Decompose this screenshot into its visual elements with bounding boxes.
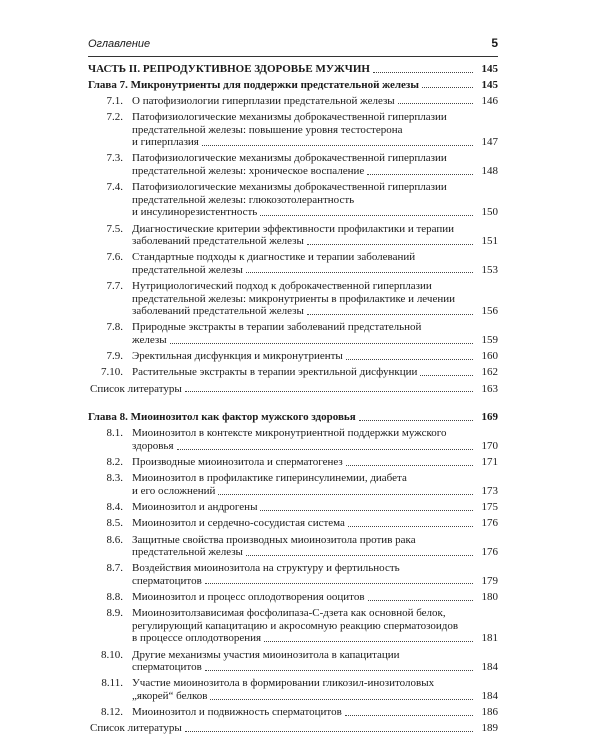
entry-number: 8.1. <box>106 427 123 440</box>
toc-entry[interactable] <box>88 152 498 177</box>
entry-last-line <box>132 690 498 703</box>
entry-page: 160 <box>481 350 498 363</box>
leader-dots <box>170 343 473 344</box>
entry-page: 186 <box>481 706 498 719</box>
entry-number: 7.2. <box>106 110 123 123</box>
part-label: ЧАСТЬ II. РЕПРОДУКТИВНОЕ ЗДОРОВЬЕ МУЖЧИН <box>88 63 370 75</box>
entry-page: 153 <box>481 263 498 276</box>
entry-line: предстательной железы: глюкозотолерантность <box>132 193 355 206</box>
entry-last-line <box>132 235 498 248</box>
entry-line: и инсулинорезистентность <box>132 206 258 219</box>
entry-line: Миоинозитол в профилактике гиперинсулинемии, диабета <box>132 472 407 485</box>
chapter-7-label: Глава 7. Микронутриенты для поддержки предстательной железы <box>88 78 419 91</box>
entry-body <box>132 456 498 469</box>
leader-dots <box>367 174 473 175</box>
chapter-8-entries <box>88 427 498 718</box>
toc-entry[interactable] <box>88 501 498 514</box>
entry-last-line <box>132 206 498 219</box>
entry-body <box>132 366 498 379</box>
entry-number: 8.6. <box>106 533 123 546</box>
entry-last-line <box>132 575 498 588</box>
leader-dots <box>205 583 473 584</box>
entry-page: 151 <box>481 235 498 248</box>
entry-body <box>132 591 498 604</box>
entry-body <box>132 501 498 514</box>
entry-line: Другие механизмы участия миоинозитола в капацитации <box>132 648 400 661</box>
entry-line: предстательной железы: повышение уровня тестостерона <box>132 123 403 136</box>
entry-last-line <box>132 706 498 719</box>
entry-page: 146 <box>481 94 498 107</box>
toc-entry[interactable] <box>88 456 498 469</box>
leader-dots <box>307 314 473 315</box>
toc-entry[interactable] <box>88 517 498 530</box>
leader-dots <box>260 215 473 216</box>
toc-entry[interactable] <box>88 321 498 346</box>
table-of-contents <box>88 63 498 735</box>
part-page: 145 <box>481 63 498 75</box>
entry-number: 7.4. <box>106 181 123 194</box>
entry-page: 156 <box>481 305 498 318</box>
leader-dots <box>177 449 473 450</box>
leader-dots <box>205 670 473 671</box>
leader-dots <box>420 375 473 376</box>
entry-line: Миоинозитолзависимая фосфолипаза-С-дзета как основной белок, <box>132 607 446 620</box>
entry-page: 159 <box>481 334 498 347</box>
entry-line: Миоинозитол и андрогены <box>132 501 258 514</box>
entry-body <box>132 321 498 346</box>
leader-dots <box>210 699 473 700</box>
entry-line: железы <box>132 334 167 347</box>
toc-entry[interactable] <box>88 95 498 108</box>
references-label: Список литературы <box>90 382 182 395</box>
toc-entry[interactable] <box>88 472 498 497</box>
entry-last-line <box>132 350 498 363</box>
leader-dots <box>373 72 473 73</box>
references-page: 163 <box>481 382 498 395</box>
entry-body <box>132 223 498 248</box>
toc-entry[interactable] <box>88 111 498 149</box>
entry-line: предстательной железы <box>132 263 243 276</box>
header-rule <box>88 56 498 57</box>
entry-page: 173 <box>481 484 498 497</box>
entry-last-line <box>132 334 498 347</box>
leader-dots <box>307 244 473 245</box>
entry-line: Растительные экстракты в терапии эректильной дисфункции <box>132 366 418 379</box>
leader-dots <box>422 87 473 88</box>
toc-entry[interactable] <box>88 366 498 379</box>
entry-number: 8.2. <box>106 456 123 469</box>
leader-dots <box>264 641 473 642</box>
leader-dots <box>218 494 473 495</box>
references-page: 189 <box>481 722 498 735</box>
entry-number: 7.3. <box>106 152 123 165</box>
running-head <box>88 36 498 50</box>
entry-line: регулирующий капацитацию и акросомную реакцию сперматозоидов <box>132 619 459 632</box>
toc-entry[interactable] <box>88 223 498 248</box>
leader-dots <box>202 145 473 146</box>
entry-line: сперматоцитов <box>132 661 202 674</box>
entry-line: предстательной железы: хроническое воспаление <box>132 164 365 177</box>
leader-dots <box>246 555 473 556</box>
chapter-8-label: Глава 8. Миоинозитол как фактор мужского здоровья <box>88 411 356 424</box>
entry-line: заболеваний предстательной железы <box>132 305 304 318</box>
entry-line: Патофизиологические механизмы доброкачественной гиперплазии <box>132 110 447 123</box>
entry-line: О патофизиологии гиперплазии предстательной железы <box>132 94 395 107</box>
entry-page: 179 <box>481 574 498 587</box>
entry-body <box>132 706 498 719</box>
toc-entry[interactable] <box>88 677 498 702</box>
entry-page: 181 <box>481 632 498 645</box>
entry-line: здоровья <box>132 439 174 452</box>
entry-number: 8.5. <box>106 517 123 530</box>
entry-line: Эректильная дисфункция и микронутриенты <box>132 350 343 363</box>
entry-page: 147 <box>481 136 498 149</box>
entry-body <box>132 111 498 149</box>
toc-entry[interactable] <box>88 562 498 587</box>
entry-line: Миоинозитол и подвижность сперматоцитов <box>132 706 342 719</box>
entry-body <box>132 534 498 559</box>
entry-last-line <box>132 366 498 379</box>
entry-line: Диагностические критерии эффективности профилактики и терапии <box>132 222 455 235</box>
toc-entry[interactable] <box>88 591 498 604</box>
toc-entry[interactable] <box>88 280 498 318</box>
entry-line: „якорей“ белков <box>132 690 208 702</box>
chapter-8-page: 169 <box>481 411 498 424</box>
entry-page: 148 <box>481 164 498 177</box>
entry-line: Миоинозитол и сердечно-сосудистая система <box>132 517 345 530</box>
entry-body <box>132 649 498 674</box>
entry-last-line <box>132 591 498 604</box>
toc-page <box>88 36 498 735</box>
leader-dots <box>260 510 473 511</box>
entry-body <box>132 95 498 108</box>
entry-page: 176 <box>481 517 498 530</box>
entry-body <box>132 280 498 318</box>
entry-body <box>132 152 498 177</box>
leader-dots <box>345 715 473 716</box>
entry-line: сперматоцитов <box>132 574 202 587</box>
entry-last-line <box>132 95 498 108</box>
entry-body <box>132 472 498 497</box>
entry-line: предстательной железы: микронутриенты в профилактике и лечении <box>132 292 455 305</box>
toc-entry[interactable] <box>88 427 498 452</box>
entry-number: 8.3. <box>106 472 123 485</box>
page-number: 5 <box>491 36 498 50</box>
entry-line: Миоинозитол и процесс оплодотворения ооцитов <box>132 591 365 604</box>
entry-last-line <box>132 456 498 469</box>
entry-number: 8.10. <box>101 648 123 661</box>
entry-number: 7.6. <box>106 251 123 264</box>
leader-dots <box>246 272 473 273</box>
entry-last-line <box>132 136 498 149</box>
entry-number: 7.9. <box>106 350 123 363</box>
entry-number: 7.1. <box>106 94 123 107</box>
entry-body <box>132 607 498 645</box>
entry-number: 8.12. <box>101 706 123 719</box>
leader-dots <box>348 526 473 527</box>
toc-entry[interactable] <box>88 534 498 559</box>
entry-number: 7.8. <box>106 321 123 334</box>
entry-page: 175 <box>481 501 498 514</box>
entry-body <box>132 350 498 363</box>
entry-page: 184 <box>481 690 498 702</box>
entry-last-line <box>132 501 498 514</box>
entry-number: 8.7. <box>106 562 123 575</box>
entry-number: 8.4. <box>106 501 123 514</box>
entry-line: предстательной железы <box>132 546 243 559</box>
toc-entry[interactable] <box>88 350 498 363</box>
toc-entry[interactable] <box>88 706 498 719</box>
leader-dots <box>185 391 473 392</box>
leader-dots <box>368 600 473 601</box>
chapter-8-references[interactable] <box>88 722 498 735</box>
entry-page: 176 <box>481 546 498 559</box>
entry-last-line <box>132 264 498 277</box>
entry-page: 162 <box>481 366 498 379</box>
entry-line: Производные миоинозитола и сперматогенез <box>132 456 343 469</box>
chapter-7-entries <box>88 95 498 379</box>
entry-line: и его осложнений <box>132 484 216 497</box>
leader-dots <box>185 731 473 732</box>
entry-page: 150 <box>481 206 498 219</box>
entry-number: 7.7. <box>106 280 123 293</box>
toc-entry[interactable] <box>88 251 498 276</box>
entry-number: 7.10. <box>101 366 123 379</box>
entry-last-line <box>132 517 498 530</box>
toc-chapter-8[interactable] <box>88 411 498 424</box>
entry-line: Природные экстракты в терапии заболеваний предстательной <box>132 321 422 334</box>
entry-number: 7.5. <box>106 222 123 235</box>
entry-page: 171 <box>481 456 498 469</box>
entry-body <box>132 562 498 587</box>
chapter-7-page: 145 <box>481 78 498 91</box>
leader-dots <box>398 103 473 104</box>
entry-last-line <box>132 632 498 645</box>
entry-body <box>132 181 498 219</box>
chapter-gap <box>88 395 498 408</box>
entry-body <box>132 427 498 452</box>
entry-page: 180 <box>481 591 498 604</box>
entry-last-line <box>132 440 498 453</box>
entry-last-line <box>132 661 498 674</box>
entry-line: Нутрициологический подход к доброкачественной гиперплазии <box>132 280 432 293</box>
entry-last-line <box>132 546 498 559</box>
toc-entry[interactable] <box>88 649 498 674</box>
leader-dots <box>359 420 473 421</box>
entry-last-line <box>132 165 498 178</box>
references-label: Список литературы <box>90 722 182 735</box>
running-head-title: Оглавление <box>88 38 151 50</box>
entry-page: 184 <box>481 661 498 674</box>
entry-body <box>132 517 498 530</box>
entry-line: Патофизиологические механизмы доброкачественной гиперплазии <box>132 181 447 194</box>
entry-line: Воздействия миоинозитола на структуру и фертильность <box>132 562 400 575</box>
entry-page: 170 <box>481 439 498 452</box>
entry-line: Участие миоинозитола в формировании гликозил-инозитоловых <box>132 677 435 690</box>
entry-number: 8.8. <box>106 591 123 604</box>
chapter-7-references[interactable] <box>88 383 498 396</box>
entry-number: 8.11. <box>101 677 123 690</box>
entry-line: Защитные свойства производных миоинозитола против рака <box>132 533 416 546</box>
leader-dots <box>346 359 473 360</box>
entry-last-line <box>132 305 498 318</box>
toc-part-2[interactable] <box>88 63 498 76</box>
entry-body <box>132 677 498 702</box>
entry-line: и гиперплазия <box>132 136 199 149</box>
leader-dots <box>346 465 473 466</box>
entry-body <box>132 251 498 276</box>
toc-entry[interactable] <box>88 607 498 645</box>
entry-number: 8.9. <box>106 607 123 620</box>
entry-line: Патофизиологические механизмы доброкачественной гиперплазии <box>132 152 447 165</box>
toc-entry[interactable] <box>88 181 498 219</box>
entry-line: Миоинозитол в контексте микронутриентной поддержки мужского <box>132 427 447 440</box>
entry-line: заболеваний предстательной железы <box>132 235 304 248</box>
entry-last-line <box>132 485 498 498</box>
entry-line: в процессе оплодотворения <box>132 632 262 645</box>
toc-chapter-7[interactable] <box>88 79 498 92</box>
entry-line: Стандартные подходы к диагностике и терапии заболеваний <box>132 251 416 264</box>
